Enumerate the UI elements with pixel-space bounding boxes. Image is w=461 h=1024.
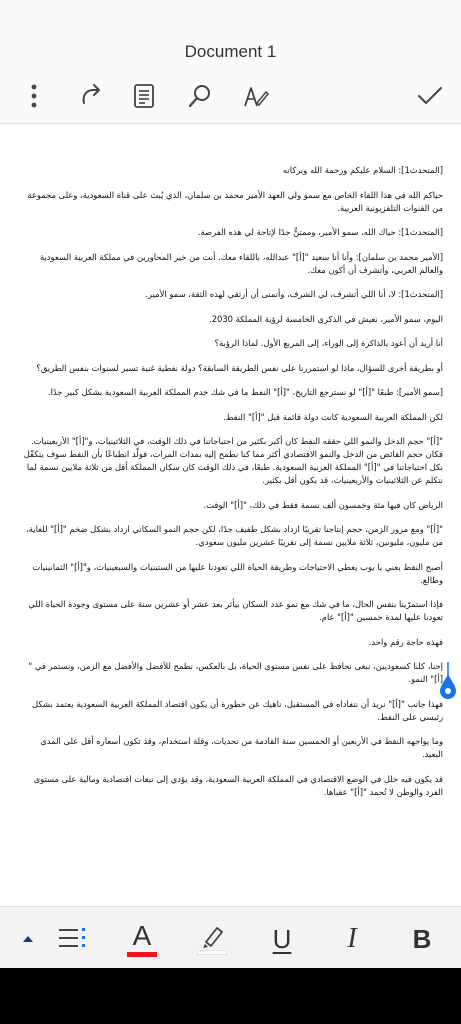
redo-button[interactable] (75, 80, 107, 112)
reading-view-icon (133, 83, 155, 109)
paragraph[interactable]: [الأمير محمد بن سلمان]: وأنا أنا سعيد "[أ]" عبدالله، باللقاء معك. أنت من خير المحاورين في مملكة العربية السعودية والعالم العربي، وأتشرف أن أكون معك. (39, 251, 443, 275)
list-format-button[interactable] (54, 919, 90, 959)
paragraph[interactable]: "[أ]" حجم الدخل والنمو اللي حققه النفط كان أكبر بكثير من احتياجاتنا في ذلك الوقت، في الثلاثينيات، و"[أ]" الأربعينيات. فكان حجم الفائض من الدخل والنمو الاقتصادي أكثر مما كنا نطمح إليه بمدات المرات، فولّد انطباعًا بأن النفط سوف يتكفّل بكل احتياجاتنا في "[أ]" المملكة العربية السعودية. طبعًا، في ذلك الوقت كان سكان المملكة أقل من ثلاثة ملايين نسمة لما نتكلم عن الثلاثينيات والأربعينيات، قد يكون أقل بكثير. (23, 436, 443, 485)
document-canvas[interactable] (0, 124, 461, 906)
document-body[interactable] (18, 164, 443, 810)
paragraph[interactable]: [المتحدث1]: لا، أنا اللي أتشرف، لي الشرف، وأتمنى أن أرتقي لهذه الثقة، سمو الأمير. (145, 289, 443, 299)
underline-icon: U (272, 923, 292, 954)
italic-icon: I (347, 923, 357, 954)
paragraph[interactable]: أصبح النفط يعني يا يوب يغطي الاحتياجات وطريقة الحياة اللي تعودنا عليها من الستينيات والسبعينيات، و"[أ]" الثمانينيات وطالع. (32, 561, 443, 585)
paragraph[interactable]: الرياض كان فيها مئة وخمسون ألف نسمة فقط في ذلك، "[أ]" الوقت. (203, 499, 443, 510)
reading-view-button[interactable] (128, 80, 160, 112)
underline-button[interactable] (264, 919, 300, 959)
search-button[interactable] (184, 80, 216, 112)
paragraph[interactable]: وما يواجهه النفط في الأربعين أو الخمسين سنة القادمة من تحديات، وقلة استخدام، وقد تكون أسعاره أقل على المدى البعيد. (40, 736, 443, 759)
paragraph[interactable]: اليوم، سمو الأمير، نعيش في الذكرى الخامسة لرؤية المملكة 2030. (209, 313, 443, 324)
font-color-button[interactable] (124, 919, 160, 959)
collapse-toolbar-button[interactable] (16, 919, 40, 959)
font-color-swatch (127, 952, 157, 957)
document-title[interactable]: Document 1 (184, 42, 277, 61)
done-button[interactable] (414, 80, 446, 112)
paragraph[interactable]: حياكم الله في هذا اللقاء الخاص مع سمو ولي العهد الأمير محمد بن سلمان، الذي يُبث على قناة السعودية، وعلى مجموعة من القنوات التلفزيونية العربية. (27, 189, 443, 213)
paragraph[interactable]: إحنا، كلنا كسعوديين، نبغى نحافظ على نفس مستوى الحياة، بل بالعكس، نطمح للأفضل والأفضل مع الزمن، ونستمر في "[أ]" النمو. (28, 661, 443, 684)
paragraph[interactable]: [المتحدث1]: حياك الله، سمو الأمير، وممتنٌّ جدًا لإتاحة لي هذه الفرصة. (197, 227, 443, 237)
cursor-drop-icon (437, 662, 459, 702)
paragraph[interactable]: أنا أريد أن أعود بالذاكرة إلى الوراء، إلى المربع الأول. لماذا الرؤية؟ (214, 338, 443, 348)
redo-icon (78, 83, 104, 109)
paragraph[interactable]: فهذه حاجة رقم واحد. (368, 636, 443, 647)
bold-icon: B (412, 923, 432, 954)
done-check-icon (417, 85, 443, 107)
paragraph[interactable]: [سمو الأمير]: طبعًا "[أ]" لو نسترجع التاريخ، "[أ]" النفط ما في شك خدم المملكة العربية السعودية بشكل كبير جدًا. (47, 387, 443, 397)
cursor-handle[interactable] (437, 662, 459, 702)
font-color-icon: A (132, 919, 152, 951)
draw-button[interactable] (240, 80, 272, 112)
italic-button[interactable] (334, 919, 370, 959)
collapse-arrow-icon (22, 935, 34, 943)
system-navigation-bar (0, 968, 461, 1024)
paragraph[interactable]: "[أ]" ومع مرور الزمن، حجم إنتاجنا تقريبًا ازداد بشكل طفيف جدًا، لكن حجم النمو السكاني ازداد بشكل ضخم "[أ]" للغاية، من مليون، مليونين، ثلاثة ملايين نسمة إلى تقريبًا عشرين مليون سعودي. (26, 524, 443, 547)
app-header (0, 0, 461, 124)
more-options-button[interactable] (18, 80, 50, 112)
paragraph[interactable]: فهذا جانب "[أ]" نريد أن نتفاداه في المستقبل، ناهيك عن خطورة أن يكون اقتصاد المملكة العربية السعودية يعتمد بشكل رئيسي على النفط. (31, 698, 443, 722)
paragraph[interactable]: [المتحدث1]: السلام عليكم ورحمة الله وبركاته (282, 165, 443, 175)
pen-icon (242, 83, 270, 109)
list-format-icon (56, 925, 88, 953)
formatting-toolbar (0, 906, 461, 968)
highlight-swatch (197, 950, 227, 955)
more-vert-icon (30, 84, 38, 108)
highlight-button[interactable] (194, 919, 230, 959)
paragraph[interactable]: أو بطريقة أخرى للسؤال، ماذا لو استمررنا على نفس الطريقة السابقة؟ دولة نفطية غنية تسير لسنوات بنفس الطريق؟ (36, 362, 443, 373)
search-icon (187, 83, 213, 109)
paragraph[interactable]: لكن المملكة العربية السعودية كانت دولة قائمة قبل "[أ]" النفط. (223, 411, 443, 422)
bold-button[interactable] (404, 919, 440, 959)
highlighter-icon (199, 924, 225, 950)
paragraph[interactable]: قد يكون فيه خلل في الوضع الاقتصادي في المملكة العربية السعودية، وقد يؤدي إلى تبعات اقتصادية ومالية على مستوى الفرد والوطن لا تُحمد "[أ]" عقباها. (33, 773, 443, 797)
paragraph[interactable]: فإذا استمرّينا بنفس الحال، ما في شك مع نمو عدد السكان بيأثر بعد عشر أو عشرين سنة على مستوى وجودة الحياة اللي تعودنا عليها لمدة خمسين "[أ]" عام. (28, 599, 443, 622)
